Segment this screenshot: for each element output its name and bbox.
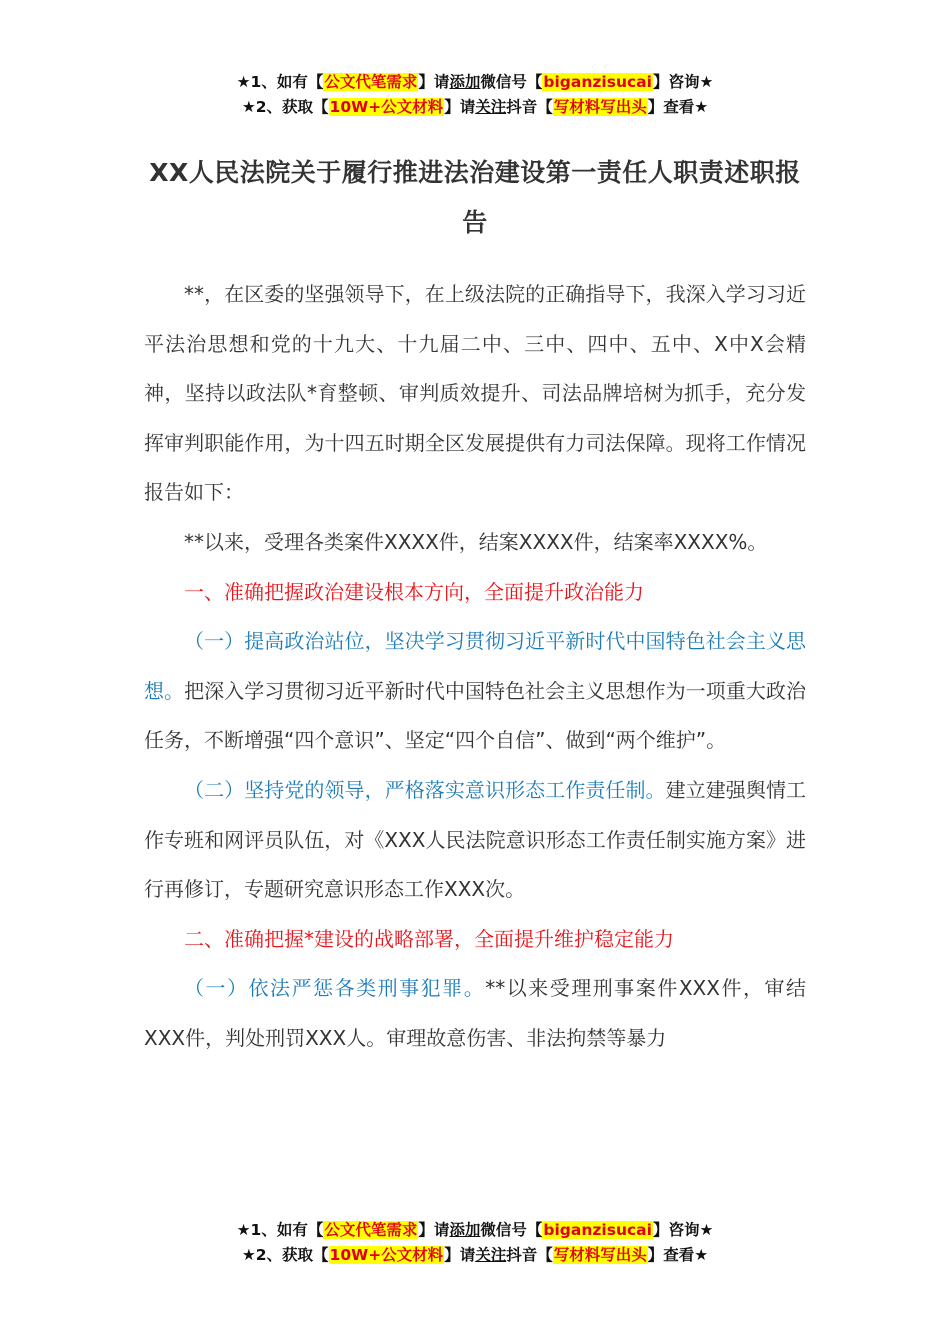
highlight-materials: 10W+公文材料 xyxy=(329,1246,444,1264)
paragraph-section-2-1: （一）依法严惩各类刑事犯罪。**以来受理刑事案件XXX件，审结XXX件，判处刑罚XXX人。审理故意伤害、非法拘禁等暴力 xyxy=(144,976,806,1050)
footer-banner xyxy=(0,1218,950,1268)
paragraph-stats: **以来，受理各类案件XXXX件，结案XXXX件，结案率XXXX%。 xyxy=(184,529,768,554)
highlight-materials: 10W+公文材料 xyxy=(329,98,444,116)
footer-banner-line-2: ★2、获取【10W+公文材料】请关注抖音【写材料写出头】查看★ xyxy=(241,1246,709,1264)
highlight-douyin-account: 写材料写出头 xyxy=(553,98,647,116)
highlight-wechat-id: biganzisucai xyxy=(543,73,652,91)
document-title: XX人民法院关于履行推进法治建设第一责任人职责述职报告 xyxy=(149,158,801,237)
subheading-1-1: （一）提高政治站位，坚决学习贯彻习近平新时代中国特色社会主义思想。 xyxy=(144,629,806,703)
paragraph-section-1-1: （一）提高政治站位，坚决学习贯彻习近平新时代中国特色社会主义思想。把深入学习贯彻习近平新时代中国特色社会主义思想作为一项重大政治任务，不断增强“四个意识”、坚定“四个自信”、做到“两个维护”。 xyxy=(144,629,806,753)
footer-banner-line-1: ★1、如有【公文代笔需求】请添加微信号【biganzisucai】咨询★ xyxy=(236,1221,714,1239)
paragraph-intro: **，在区委的坚强领导下，在上级法院的正确指导下，我深入学习习近平法治思想和党的十九大、十九届二中、三中、四中、五中、X中X会精神，坚持以政法队*育整顿、审判质效提升、司法品牌培树为抓手，充分发挥审判职能作用，为十四五时期全区发展提供有力司法保障。现将工作情况报告如下： xyxy=(144,282,806,505)
highlight-wechat-id: biganzisucai xyxy=(543,1221,652,1239)
document-body xyxy=(144,270,806,1064)
highlight-douyin-account: 写材料写出头 xyxy=(553,1246,647,1264)
highlight-service: 公文代笔需求 xyxy=(324,73,418,91)
highlight-service: 公文代笔需求 xyxy=(324,1221,418,1239)
section-heading-2: 二、准确把握*建设的战略部署，全面提升维护稳定能力 xyxy=(184,926,674,951)
section-heading-1: 一、准确把握政治建设根本方向，全面提升政治能力 xyxy=(184,579,644,604)
banner-line-2: ★2、获取【10W+公文材料】请关注抖音【写材料写出头】查看★ xyxy=(241,98,709,116)
subheading-2-1: （一）依法严惩各类刑事犯罪。 xyxy=(184,976,486,1001)
paragraph-section-1-2: （二）坚持党的领导，严格落实意识形态工作责任制。建立建强舆情工作专班和网评员队伍，对《XXX人民法院意识形态工作责任制实施方案》进行再修订，专题研究意识形态工作XXX次。 xyxy=(144,777,807,902)
subheading-1-2: （二）坚持党的领导，严格落实意识形态工作责任制。 xyxy=(184,777,666,802)
banner-line-1: ★1、如有【公文代笔需求】请添加微信号【biganzisucai】咨询★ xyxy=(236,73,714,91)
header-banner xyxy=(0,70,950,120)
